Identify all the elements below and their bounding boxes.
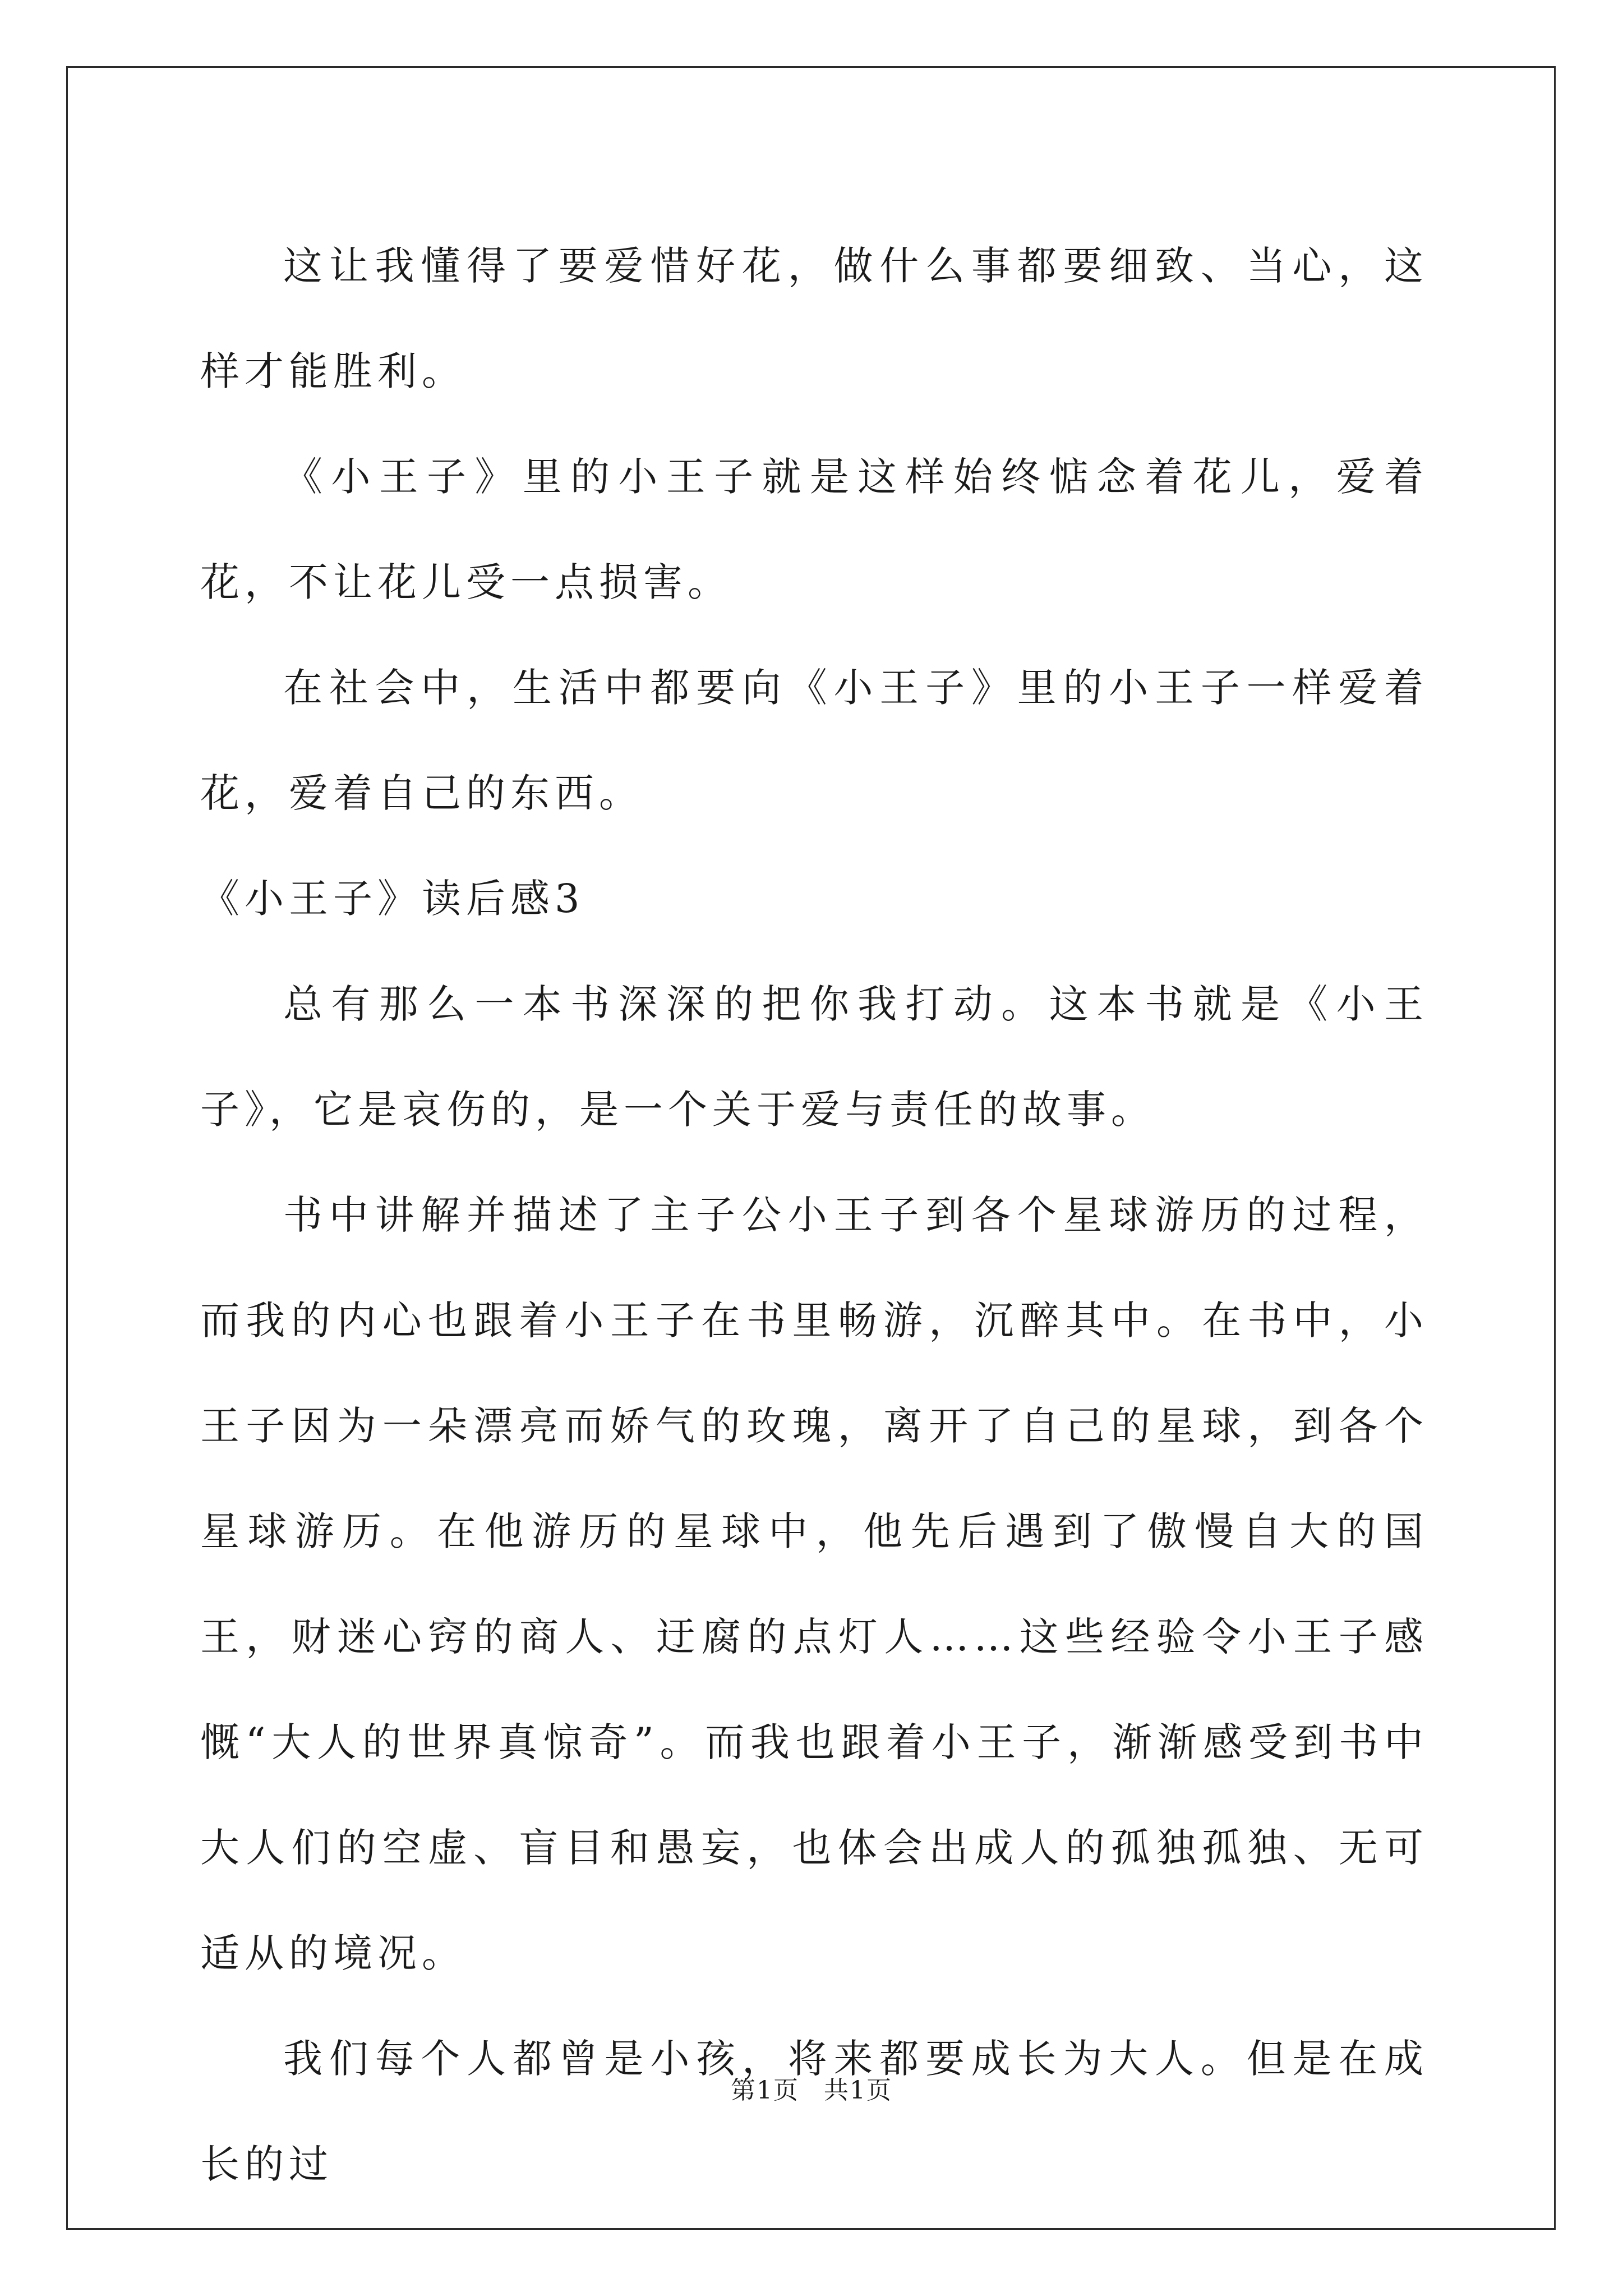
paragraph-2: 《小王子》里的小王子就是这样始终惦念着花儿，爱着花，不让花儿受一点损害。 [200,454,1428,605]
paragraph-6: 我们每个人都曾是小孩，将来都要成长为大人。但是在成长的过 [200,2036,1428,2187]
paragraph-4: 总有那么一本书深深的把你我打动。这本书就是《小王子》，它是哀伤的，是一个关于爱与责任的故事。 [200,981,1428,1133]
page-footer [0,2070,1623,2106]
paragraph-1: 这让我懂得了要爱惜好花，做什么事都要细致、当心，这样才能胜利。 [200,243,1428,394]
page-total: 共1页 [824,2076,892,2105]
paragraph-5: 书中讲解并描述了主子公小王子到各个星球游历的过程，而我的内心也跟着小王子在书里畅游，沉醉其中。在书中，小王子因为一朵漂亮而娇气的玫瑰，离开了自己的星球，到各个星球游历。在他游历的星球中，他先后遇到了傲慢自大的国王，财迷心窍的商人、迂腐的点灯人……这些经验令小王子感慨“大人的世界真惊奇”。而我也跟着小王子，渐渐感受到书中大人们的空虚、盲目和愚妄，也体会出成人的孤独孤独、无可适从的境况。 [200,1192,1428,1976]
document-body [200,213,1428,2217]
paragraph-3: 在社会中，生活中都要向《小王子》里的小王子一样爱着花，爱着自己的东西。 [200,665,1428,816]
section-heading: 《小王子》读后感3 [200,876,585,922]
page-number: 第1页 [731,2076,799,2105]
